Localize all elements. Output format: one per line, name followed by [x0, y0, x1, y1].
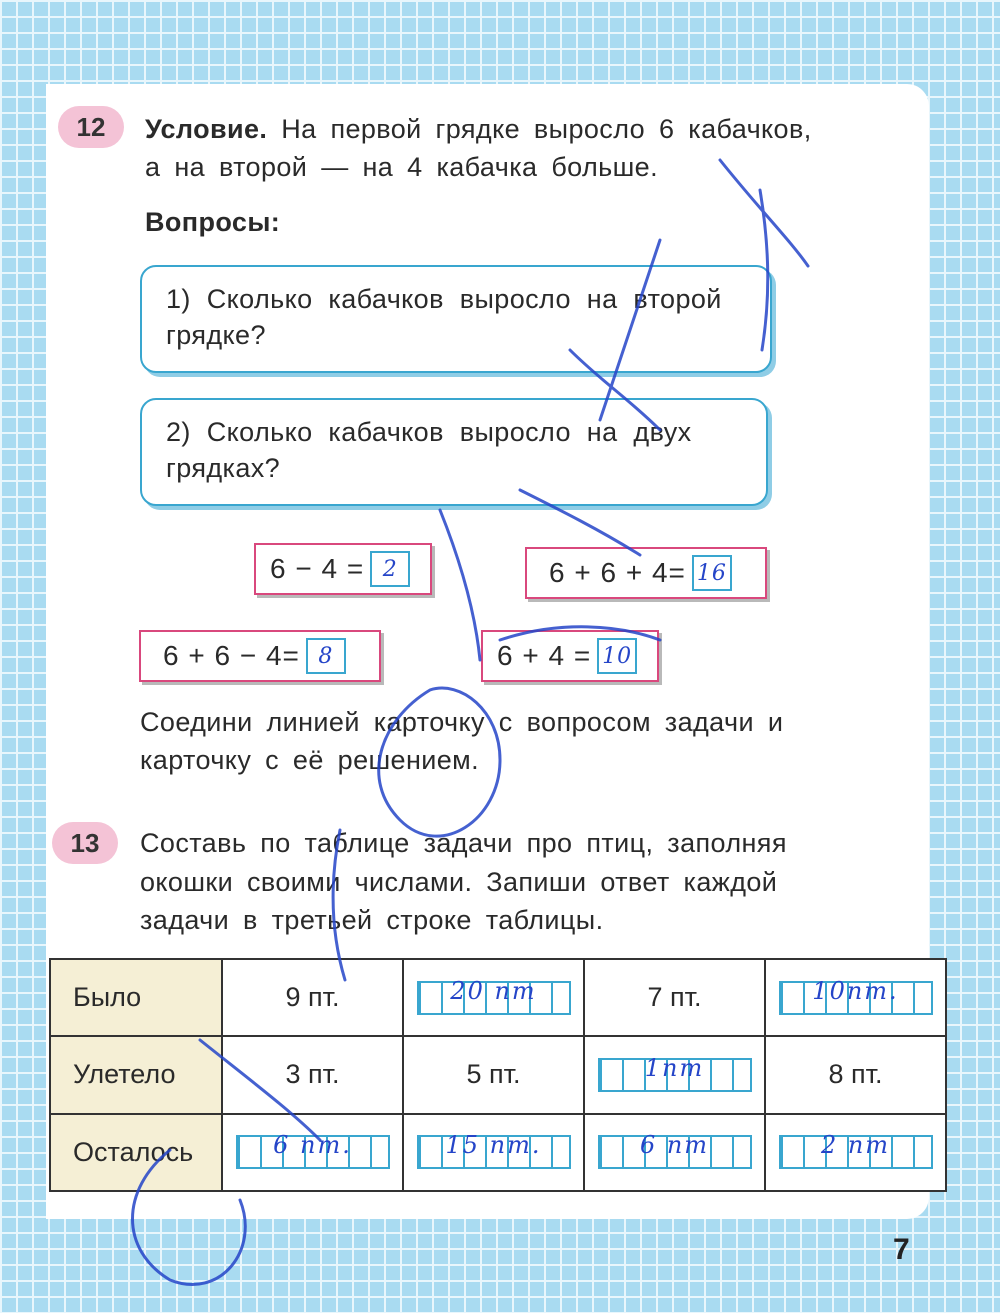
- task-12-number: 12: [76, 111, 106, 142]
- task-12-badge: [58, 106, 124, 148]
- question-card-2[interactable]: [140, 398, 768, 506]
- cell-value: 9 пт.: [285, 982, 340, 1013]
- row-label-remaining: Осталось: [50, 1114, 222, 1191]
- expression-1: 6 − 4 =: [270, 553, 365, 584]
- table-cell: [403, 1036, 584, 1113]
- handwritten-value: 1пт: [644, 1053, 705, 1082]
- task-13-badge: [52, 822, 118, 864]
- table-cell: [765, 1036, 946, 1113]
- handwritten-value: 6 пт: [639, 1131, 710, 1160]
- input-boxes[interactable]: [779, 1131, 933, 1169]
- instruction-line-2: карточку с её решением.: [140, 745, 480, 775]
- table-cell: [584, 959, 765, 1036]
- handwritten-value: 15 пт.: [445, 1131, 542, 1160]
- table-cell[interactable]: [403, 1114, 584, 1191]
- question-card-1[interactable]: [140, 265, 772, 373]
- cell-value: 5 пт.: [466, 1059, 521, 1090]
- answer-box-3[interactable]: 8: [306, 638, 346, 674]
- handwritten-value: 20 пт: [450, 976, 537, 1005]
- page-number: 7: [893, 1233, 910, 1266]
- condition-line-1: На первой грядке выросло 6 кабачков,: [281, 114, 812, 144]
- table-cell[interactable]: [222, 1114, 403, 1191]
- cell-value: 8 пт.: [828, 1059, 883, 1090]
- input-boxes[interactable]: [236, 1131, 390, 1169]
- condition-label: Условие.: [145, 114, 268, 144]
- table-cell[interactable]: [584, 1114, 765, 1191]
- task-13-line-1: Составь по таблице задачи про птиц, заполняя: [140, 828, 787, 858]
- table-cell[interactable]: [584, 1036, 765, 1113]
- input-boxes[interactable]: [417, 1131, 571, 1169]
- task-13-number: 13: [70, 827, 100, 858]
- expression-4: 6 + 4 =: [497, 640, 592, 671]
- task-12-condition: [145, 110, 905, 148]
- instruction-line-1: Соедини линией карточку с вопросом задачи и: [140, 707, 784, 737]
- table-row: [50, 1036, 946, 1113]
- answer-box-2[interactable]: 16: [692, 555, 732, 591]
- table-cell: [222, 959, 403, 1036]
- input-boxes[interactable]: [598, 1053, 752, 1092]
- task-13-line-2: окошки своими числами. Запиши ответ каждой: [140, 867, 778, 897]
- birds-table: [49, 958, 947, 1192]
- table-cell: [222, 1036, 403, 1113]
- expression-card-3[interactable]: [139, 630, 381, 682]
- answer-box-4[interactable]: 10: [597, 638, 637, 674]
- table-cell[interactable]: [765, 959, 946, 1036]
- handwritten-value: 2 пт: [820, 1131, 891, 1160]
- handwritten-value: 10пт.: [812, 976, 899, 1005]
- condition-line-2: а на второй — на 4 кабачка больше.: [145, 152, 659, 182]
- question-1-text: 1) Сколько кабачков выросло на второй грядке?: [166, 284, 722, 350]
- table-cell[interactable]: [403, 959, 584, 1036]
- question-2-text: 2) Сколько кабачков выросло на двух грядках?: [166, 417, 692, 483]
- table-row: [50, 1114, 946, 1191]
- row-label-was: Было: [50, 959, 222, 1036]
- answer-box-1[interactable]: 2: [370, 551, 410, 587]
- table-cell[interactable]: [765, 1114, 946, 1191]
- cell-value: 3 пт.: [285, 1059, 340, 1090]
- expression-card-2[interactable]: [525, 547, 767, 599]
- task-13-line-3: задачи в третьей строке таблицы.: [140, 905, 604, 935]
- handwritten-value: 6 пт.: [273, 1131, 352, 1160]
- cell-value: 7 пт.: [647, 982, 702, 1013]
- expression-3: 6 + 6 − 4=: [163, 640, 300, 671]
- row-label-flew-away: Улетело: [50, 1036, 222, 1113]
- questions-label: Вопросы:: [145, 207, 281, 237]
- expression-2: 6 + 6 + 4=: [549, 557, 686, 588]
- input-boxes[interactable]: [417, 976, 571, 1015]
- expression-card-1[interactable]: [254, 543, 432, 595]
- input-boxes[interactable]: [598, 1131, 752, 1169]
- expression-card-4[interactable]: [481, 630, 659, 682]
- input-boxes[interactable]: [779, 976, 933, 1015]
- table-row: [50, 959, 946, 1036]
